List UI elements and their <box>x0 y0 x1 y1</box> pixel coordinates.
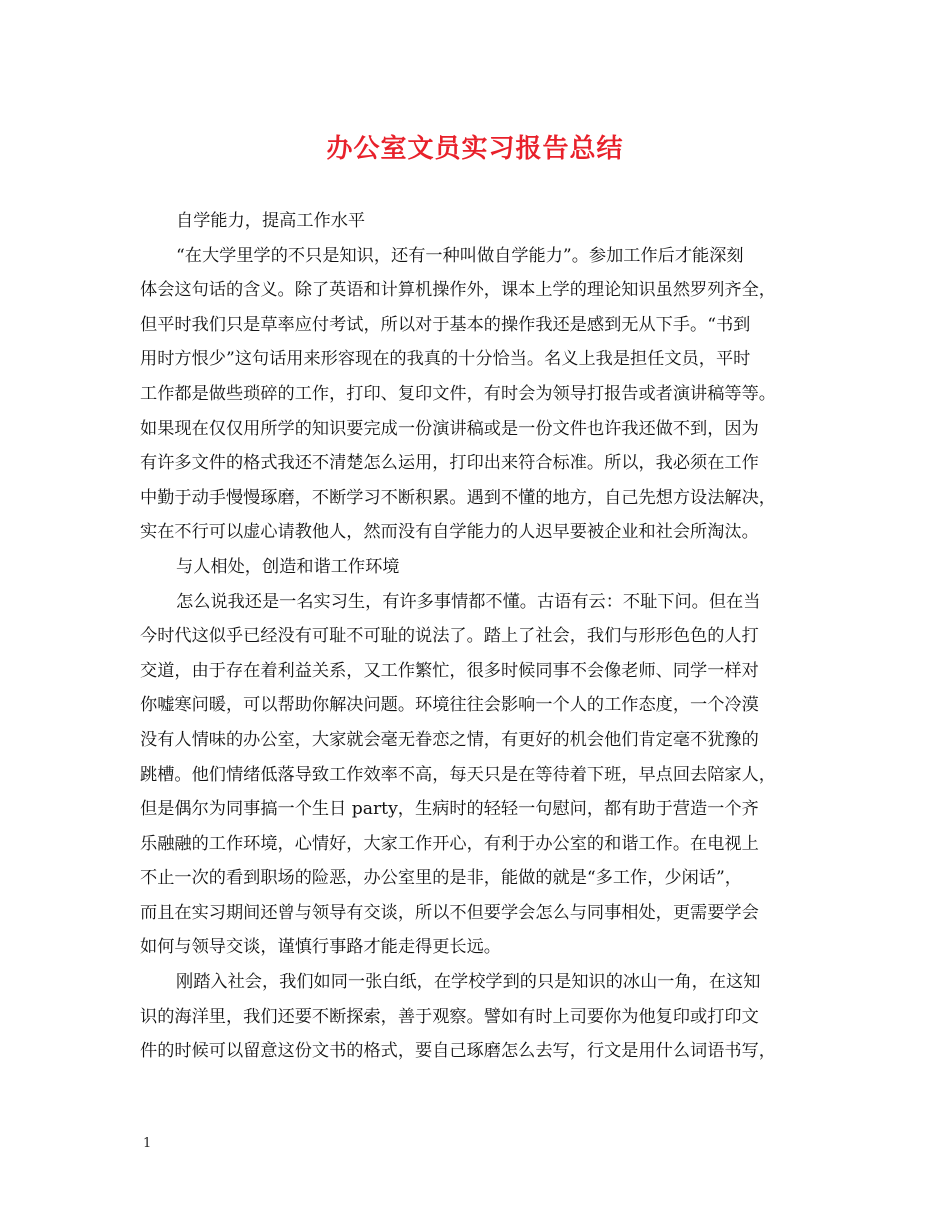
text-line: 你嘘寒问暖，可以帮助你解决问题。环境往往会影响一个人的工作态度，一个冷漠 <box>140 695 759 716</box>
text-line: 今时代这似乎已经没有可耻不可耻的说法了。踏上了社会，我们与形形色色的人打 <box>140 626 759 647</box>
document-title: 办公室文员实习报告总结 <box>326 134 624 164</box>
text-line: 有许多文件的格式我还不清楚怎么运用，打印出来符合标准。所以，我必须在工作 <box>140 453 759 474</box>
text-line: 工作都是做些琐碎的工作，打印、复印文件，有时会为领导打报告或者演讲稿等等。 <box>140 383 776 404</box>
text-line: 与人相处，创造和谐工作环境 <box>176 556 400 577</box>
text-line: 而且在实习期间还曾与领导有交谈，所以不但要学会怎么与同事相处，更需要学会 <box>140 902 759 923</box>
text-line: 但平时我们只是草率应付考试，所以对于基本的操作我还是感到无从下手。“书到 <box>140 314 751 335</box>
document-body <box>140 204 826 1069</box>
text-line: 中勤于动手慢慢琢磨，不断学习不断积累。遇到不懂的地方，自己先想方设法解决， <box>140 487 776 508</box>
text-line: 如何与领导交谈，谨慎行事路才能走得更长远。 <box>140 937 501 958</box>
text-line: 怎么说我还是一名实习生，有许多事情都不懂。古语有云：不耻下问。但在当 <box>176 591 761 612</box>
page-number: 1 <box>143 1136 152 1151</box>
text-line: 但是偶尔为同事搞一个生日 party，生病时的轻轻一句慰问，都有助于营造一个齐 <box>140 799 759 820</box>
text-line: 没有人情味的办公室，大家就会毫无眷恋之情，有更好的机会他们肯定毫不犹豫的 <box>140 729 759 750</box>
text-line: 识的海洋里，我们还要不断探索，善于观察。譬如有时上司要你为他复印或打印文 <box>140 1006 759 1027</box>
text-line: 件的时候可以留意这份文书的格式，要自己琢磨怎么去写，行文是用什么词语书写， <box>140 1041 776 1062</box>
text-line: 跳槽。他们情绪低落导致工作效率不高，每天只是在等待着下班，早点回去陪家人， <box>140 764 776 785</box>
text-line: 实在不行可以虚心请教他人，然而没有自学能力的人迟早要被企业和社会所淘汰。 <box>140 522 759 543</box>
text-line: 不止一次的看到职场的险恶，办公室里的是非，能做的就是“多工作，少闲话”， <box>140 868 742 889</box>
text-line: 自学能力，提高工作水平 <box>176 211 366 231</box>
text-line: 刚踏入社会，我们如同一张白纸，在学校学到的只是知识的冰山一角，在这知 <box>176 972 761 993</box>
text-line: 如果现在仅仅用所学的知识要完成一份演讲稿或是一份文件也许我还做不到，因为 <box>140 418 759 439</box>
text-line: 乐融融的工作环境，心情好，大家工作开心，有利于办公室的和谐工作。在电视上 <box>140 833 759 854</box>
text-line: 用时方恨少”这句话用来形容现在的我真的十分恰当。名义上我是担任文员，平时 <box>140 349 751 370</box>
text-line: 交道，由于存在着利益关系，又工作繁忙，很多时候同事不会像老师、同学一样对 <box>140 660 759 681</box>
text-line: “在大学里学的不只是知识，还有一种叫做自学能力”。参加工作后才能深刻 <box>176 245 744 266</box>
text-line: 体会这句话的含义。除了英语和计算机操作外，课本上学的理论知识虽然罗列齐全， <box>140 280 776 301</box>
